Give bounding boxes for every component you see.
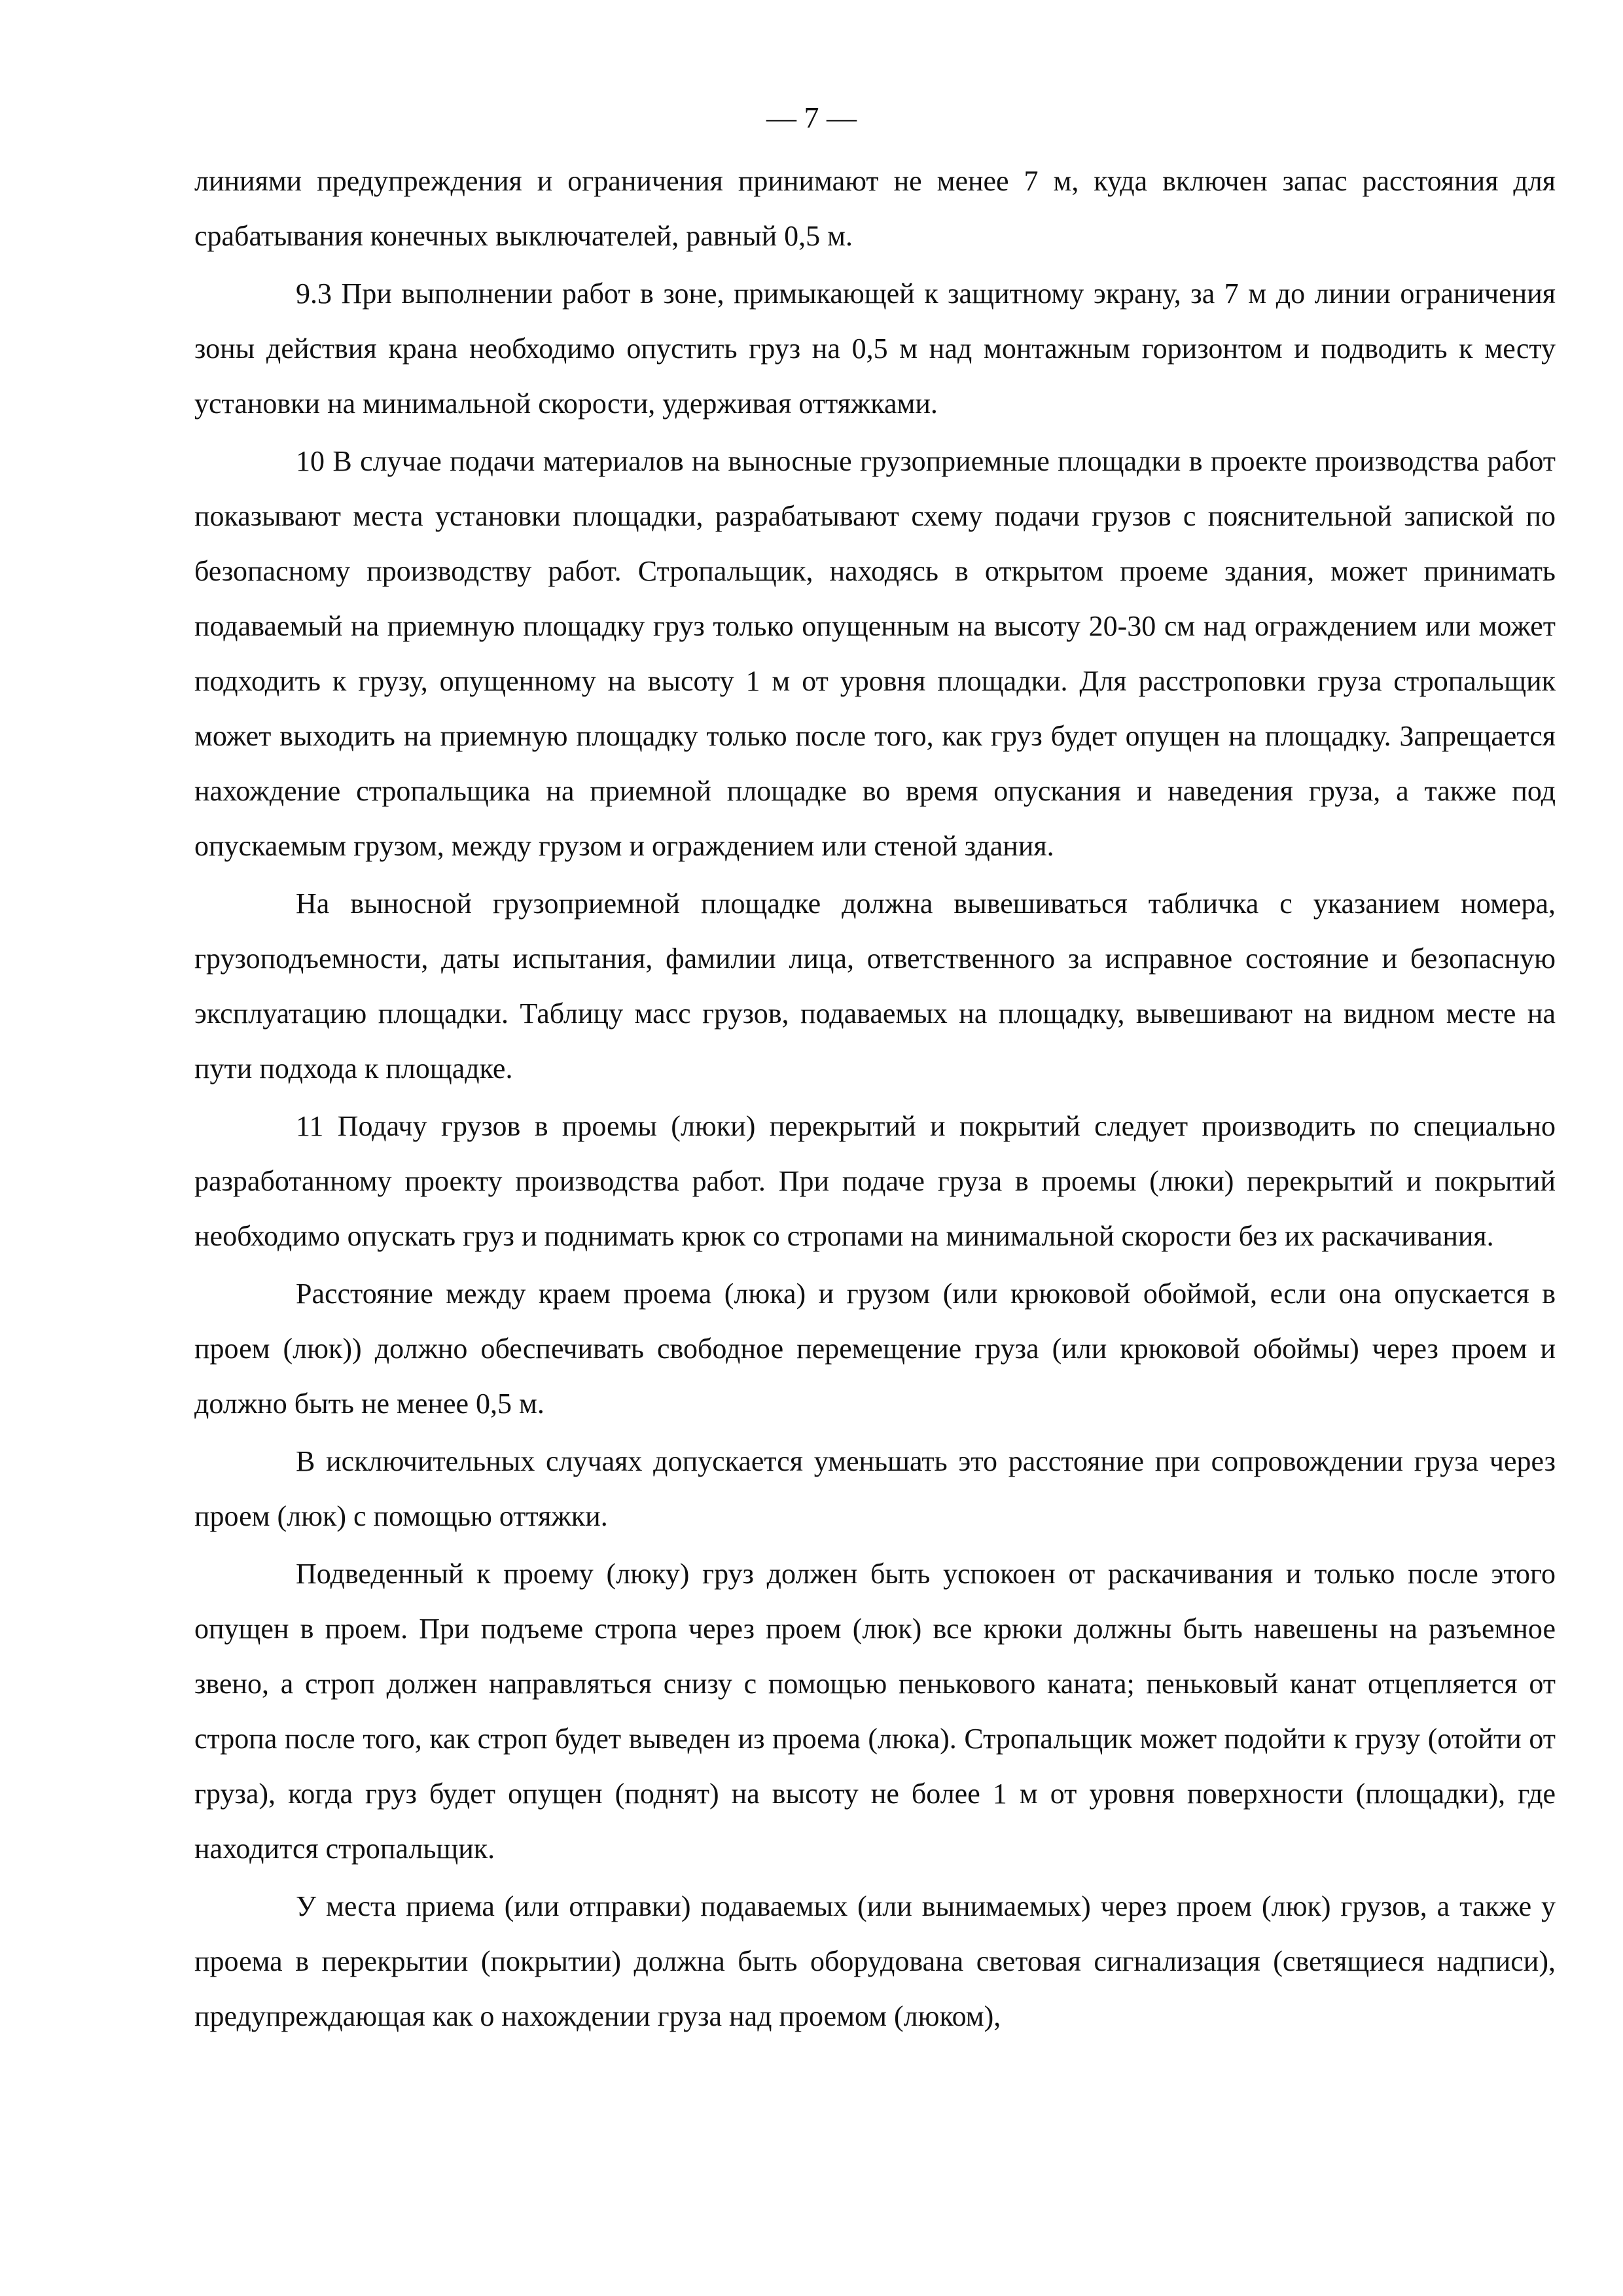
paragraph-exceptional-cases: В исключительных случаях допускается уменьшать это расстояние при сопровождении груза через проем (люк) с помощью оттяжки.	[194, 1445, 1556, 1532]
paragraph-platform-sign: На выносной грузоприемной площадке должна вывешиваться табличка с указанием номера, грузоподъемности, даты испытания, фамилии лица, ответственного за исправное состояние и безопасную эксплуатацию площадки. Таблицу масс грузов, подаваемых на площадку, вывешивают на видном месте на пути подхода к площадке.	[194, 888, 1556, 1085]
paragraph-continuation: линиями предупреждения и ограничения принимают не менее 7 м, куда включен запас расстояния для срабатывания конечных выключателей, равный 0,5 м.	[194, 165, 1556, 252]
paragraph-light-signaling: У места приема (или отправки) подаваемых (или вынимаемых) через проем (люк) грузов, а также у проема в перекрытии (покрытии) должна быть оборудована световая сигнализация (светящиеся надписи), предупреждающая как о нахождении груза над проемом (люком),	[194, 1890, 1556, 2032]
paragraph-10: 10 В случае подачи материалов на выносные грузоприемные площадки в проекте производства работ показывают места установки площадки, разрабатывают схему подачи грузов с пояснительной запиской по безопасному производству работ. Стропальщик, находясь в открытом проеме здания, может принимать подаваемый на приемную площадку груз только опущенным на высоту 20-30 см над ограждением или может подходить к грузу, опущенному на высоту 1 м от уровня площадки. Для расстроповки груза стропальщик может выходить на приемную площадку только после того, как груз будет опущен на площадку. Запрещается нахождение стропальщика на приемной площадке во время опускания и наведения груза, а также под опускаемым грузом, между грузом и ограждением или стеной здания.	[194, 445, 1556, 862]
paragraph-load-lowering: Подведенный к проему (люку) груз должен быть успокоен от раскачивания и только после этого опущен в проем. При подъеме стропа через проем (люк) все крюки должны быть навешены на разъемное звено, а строп должен направляться снизу с помощью пенькового каната; пеньковый канат отцепляется от стропа после того, как строп будет выведен из проема (люка). Стропальщик может подойти к грузу (отойти от груза), когда груз будет опущен (поднят) на высоту не более 1 м от уровня поверхности (площадки), где находится стропальщик.	[194, 1558, 1556, 1865]
paragraph-11: 11 Подачу грузов в проемы (люки) перекрытий и покрытий следует производить по специально разработанному проекту производства работ. При подаче груза в проемы (люки) перекрытий и покрытий необходимо опускать груз и поднимать крюк со стропами на минимальной скорости без их раскачивания.	[194, 1110, 1556, 1252]
page-number: — 7 —	[766, 101, 857, 134]
body-text	[194, 154, 1556, 2044]
paragraph-clearance: Расстояние между краем проема (люка) и грузом (или крюковой обоймой, если она опускается в проем (люк)) должно обеспечивать свободное перемещение груза (или крюковой обоймы) через проем и должно быть не менее 0,5 м.	[194, 1278, 1556, 1420]
paragraph-9-3: 9.3 При выполнении работ в зоне, примыкающей к защитному экрану, за 7 м до линии ограничения зоны действия крана необходимо опустить груз на 0,5 м над монтажным горизонтом и подводить к месту установки на минимальной скорости, удерживая оттяжками.	[194, 278, 1556, 420]
